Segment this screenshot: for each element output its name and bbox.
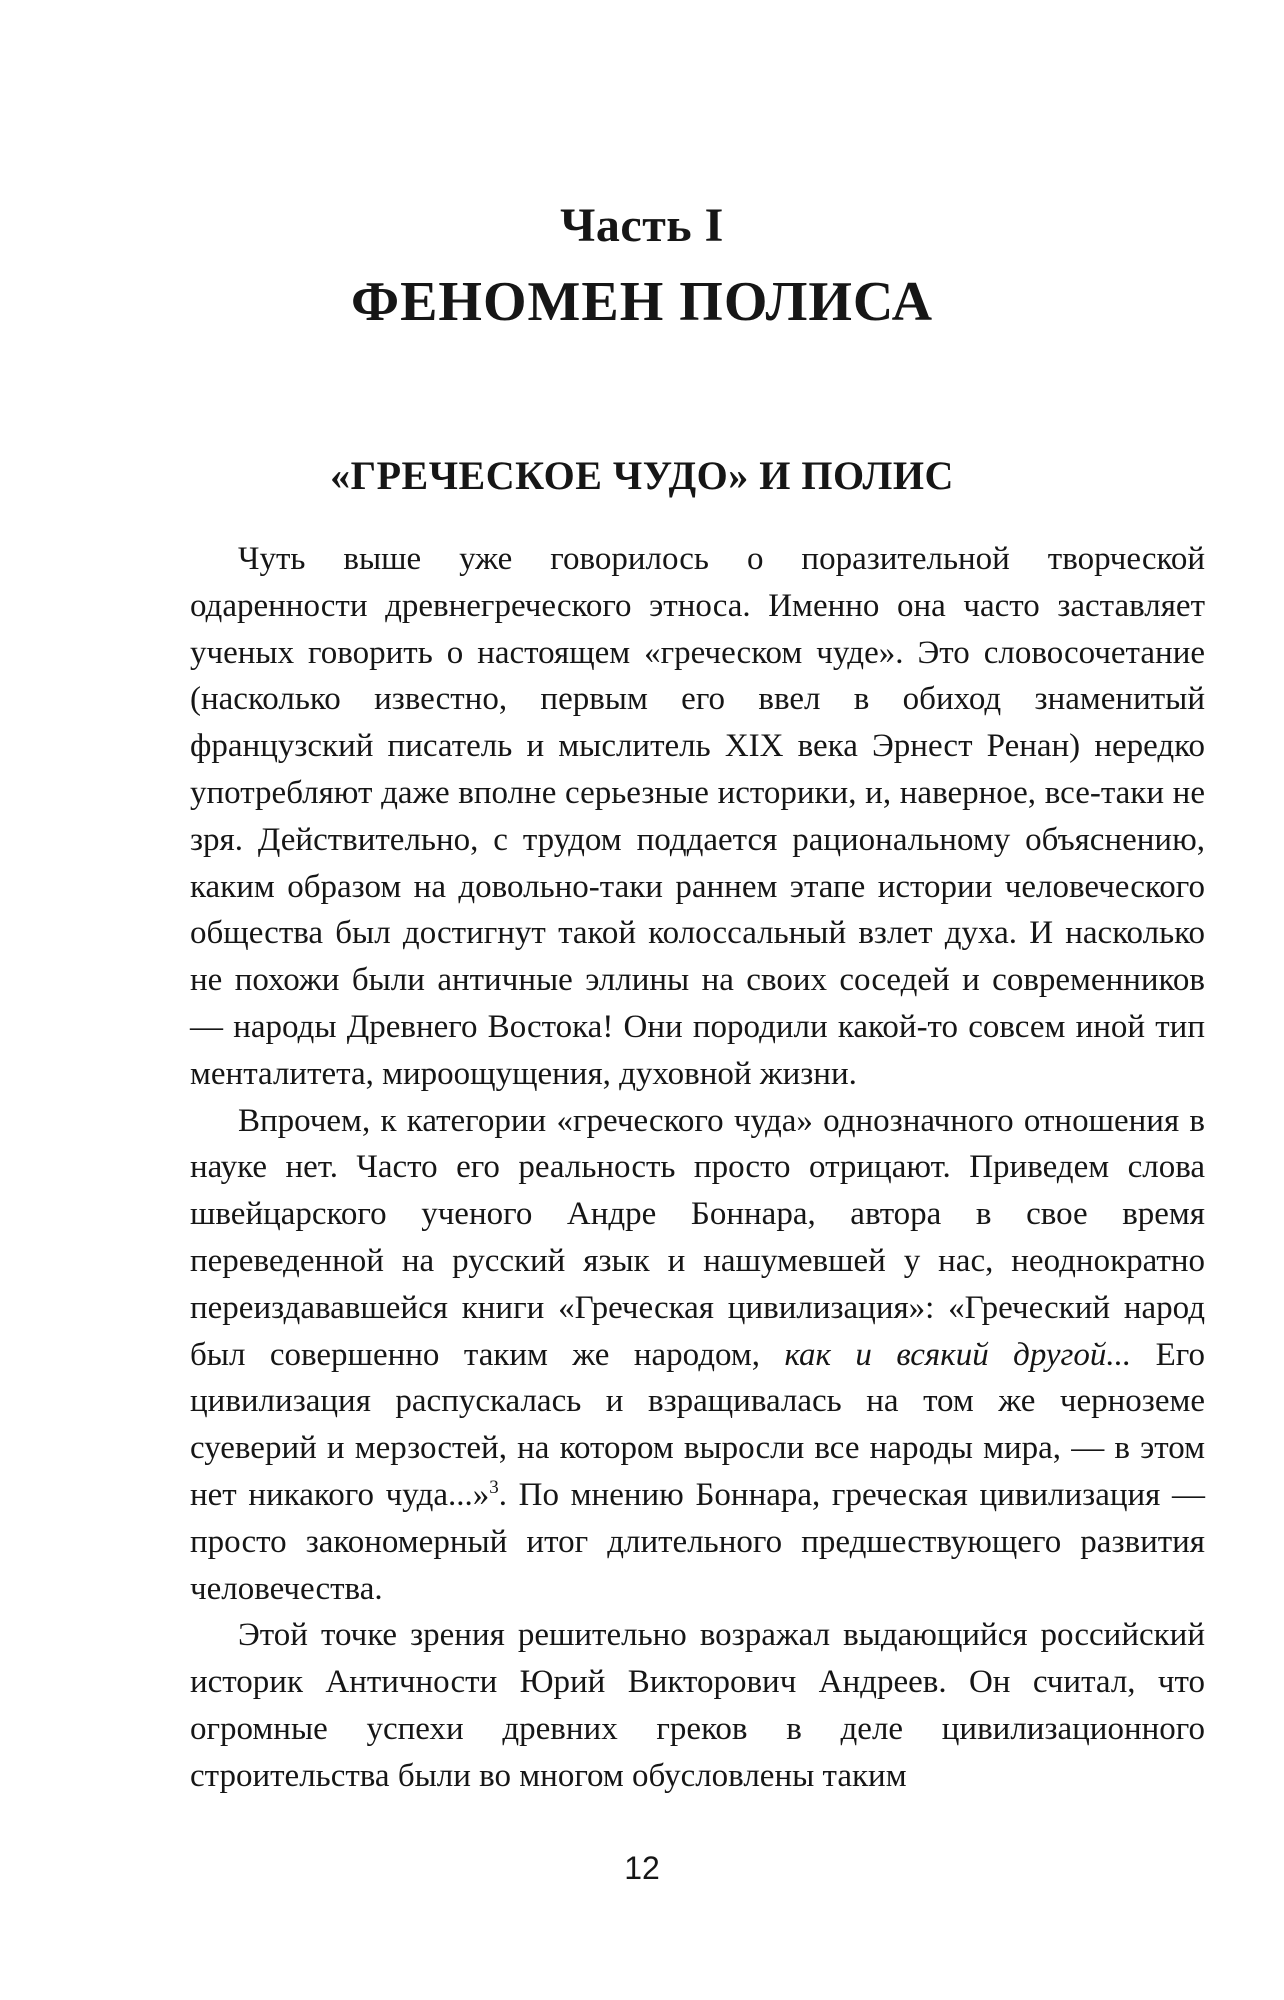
paragraph-2-text-c: . По мнению Боннара, греческая цивилизация — просто закономерный итог длительного предшествующего развития человечества.: [190, 1476, 1205, 1607]
body-text: [190, 536, 1205, 1800]
page-number: 12: [624, 1850, 660, 1886]
section-title: «ГРЕЧЕСКОЕ ЧУДО» И ПОЛИС: [330, 453, 954, 498]
paragraph-2-text-a: Впрочем, к категории «греческого чуда» однозначного отношения в науке нет. Часто его реальность просто отрицают. Приведем слова швейцарского ученого Андре Боннара, автора в свое время переведенной на русский язык и нашумевшей у нас, неоднократно переиздававшейся книги «Греческая цивилизация»: «Греческий народ был совершенно таким же народом,: [190, 1102, 1205, 1373]
paragraph-2-text-b: Его цивилизация распускалась и взращивалась на том же черноземе суеверий и мерзостей, на котором выросли все народы мира, — в этом нет никакого чуда...»: [190, 1336, 1205, 1513]
paragraph-2-italic: как и всякий другой...: [784, 1336, 1132, 1373]
part-label: Часть I: [560, 199, 724, 252]
paragraph-3: Этой точке зрения решительно возражал выдающийся российский историк Античности Юрий Викторович Андреев. Он считал, что огромные успехи древних греков в деле цивилизационного строительства были во многом обусловлены таким: [190, 1617, 1205, 1794]
part-title: ФЕНОМЕН ПОЛИСА: [350, 271, 934, 333]
paragraph-1: Чуть выше уже говорилось о поразительной творческой одаренности древнегреческого этноса. Именно она часто заставляет ученых говорить о настоящем «греческом чуде». Это словосочетание (насколько известно, первым его ввел в обиход знаменитый французский писатель и мыслитель XIX века Эрнест Ренан) нередко употребляют даже вполне серьезные историки, и, наверное, все-таки не зря. Действительно, с трудом поддается рациональному объяснению, каким образом на довольно-таки раннем этапе истории человеческого общества был достигнут такой колоссальный взлет духа. И насколько не похожи были античные эллины на своих соседей и современников — народы Древнего Востока! Они породили какой-то совсем иной тип менталитета, мироощущения, духовной жизни.: [190, 541, 1205, 1092]
footnote-marker: 3: [489, 1476, 499, 1498]
paragraph-2: [190, 1098, 1205, 1613]
